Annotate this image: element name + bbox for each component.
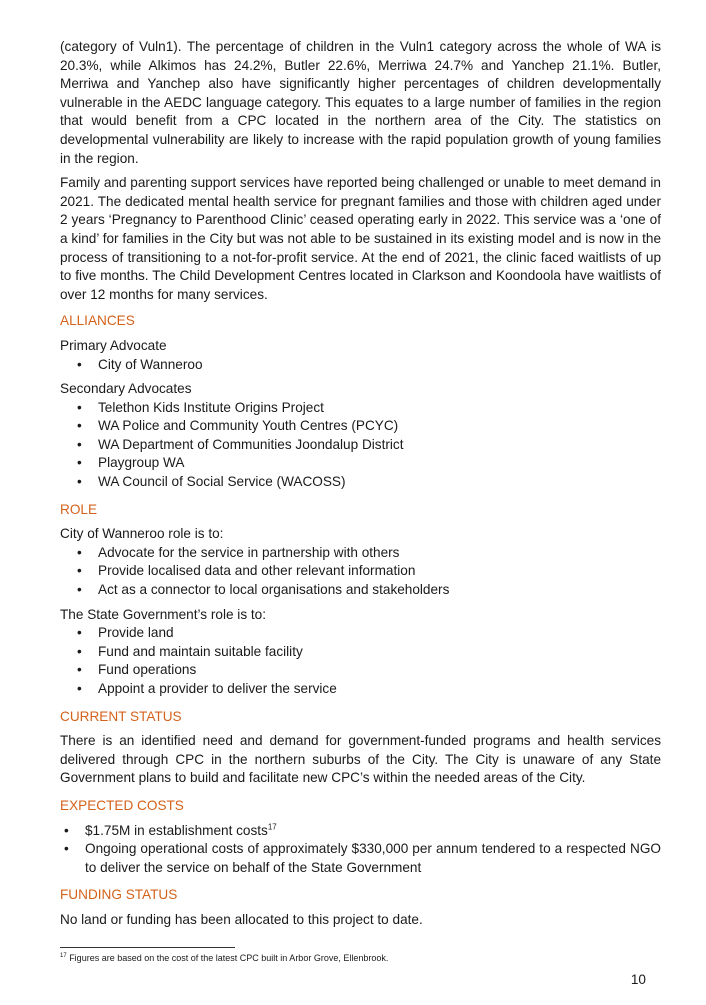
footnote bbox=[60, 953, 388, 963]
list-item: • Appoint a provider to deliver the service bbox=[60, 680, 661, 699]
list-item: • WA Police and Community Youth Centres (PCYC) bbox=[60, 417, 661, 436]
funding-status-heading: FUNDING STATUS bbox=[60, 887, 178, 903]
footnote-text: Figures are based on the cost of the latest CPC built in Arbor Grove, Ellenbrook. bbox=[66, 953, 389, 963]
footnote-number: 17 bbox=[60, 953, 67, 959]
expected-costs-heading: EXPECTED COSTS bbox=[60, 797, 184, 813]
primary-advocate-list bbox=[60, 356, 661, 375]
primary-advocate-label: Primary Advocate bbox=[60, 337, 167, 353]
footnote-divider bbox=[60, 947, 235, 948]
list-item: • Fund operations bbox=[60, 661, 661, 680]
state-role-label: The State Government’s role is to: bbox=[60, 606, 267, 622]
list-item: • WA Council of Social Service (WACOSS) bbox=[60, 473, 661, 492]
city-role-list bbox=[60, 544, 661, 600]
list-item: • WA Department of Communities Joondalup District bbox=[60, 436, 661, 455]
list-item: • City of Wanneroo bbox=[60, 356, 661, 375]
state-role-list bbox=[60, 624, 661, 698]
list-item: • Ongoing operational costs of approximately $330,000 per annum tendered to a respected NGO to deliver the service on behalf of the State Government bbox=[60, 840, 661, 877]
list-item: • Playgroup WA bbox=[60, 454, 661, 473]
list-item: • Act as a connector to local organisations and stakeholders bbox=[60, 581, 661, 600]
cost-item-text: $1.75M in establishment costs bbox=[85, 822, 268, 838]
city-role-label: City of Wanneroo role is to: bbox=[60, 526, 224, 542]
role-heading: ROLE bbox=[60, 501, 98, 517]
list-item: • Provide localised data and other relevant information bbox=[60, 562, 661, 581]
document-page bbox=[60, 38, 661, 930]
list-item: • Telethon Kids Institute Origins Project bbox=[60, 399, 661, 418]
list-item: • Advocate for the service in partnership with others bbox=[60, 544, 661, 563]
list-item: • Fund and maintain suitable facility bbox=[60, 643, 661, 662]
intro-paragraph-2: Family and parenting support services have reported being challenged or unable to meet demand in 2021. The dedicated mental health service for pregnant families and those with children aged under 2 years ‘Pregnancy to Parenthood Clinic’ ceased operating early in 2022. This service was a ‘one of a kind’ for families in the City but was not able to be sustained in its existing model and is now in the process of transitioning to a not-for-profit service. At the end of 2021, the clinic faced waitlists of up to five months. The Child Development Centres located in Clarkson and Koondoola have waitlists of over 12 months for many services. bbox=[60, 175, 661, 302]
footnote-ref: 17 bbox=[267, 822, 277, 832]
secondary-advocates-list bbox=[60, 399, 661, 492]
expected-costs-list bbox=[60, 822, 661, 878]
funding-status-text: No land or funding has been allocated to this project to date. bbox=[60, 911, 423, 927]
secondary-advocates-label: Secondary Advocates bbox=[60, 381, 192, 397]
alliances-heading: ALLIANCES bbox=[60, 313, 135, 329]
list-item: • Provide land bbox=[60, 624, 661, 643]
list-item bbox=[60, 822, 661, 841]
page-number: 10 bbox=[630, 972, 646, 987]
intro-paragraph-1: (category of Vuln1). The percentage of children in the Vuln1 category across the whole of WA is 20.3%, while Alkimos has 24.2%, Butler 22.6%, Merriwa 24.7% and Yanchep 21.1%. Butler, Merriwa and Yanchep also have significantly higher percentages of children developmentally vulnerable in the AEDC language category. This equates to a large number of families in the region that would benefit from a CPC located in the northern area of the City. The statistics on developmental vulnerability are likely to increase with the rapid population growth of young families in the region. bbox=[60, 39, 661, 166]
current-status-text: There is an identified need and demand for government-funded programs and health services delivered through CPC in the northern suburbs of the City. The City is unaware of any State Government plans to build and facilitate new CPC’s within the needed areas of the City. bbox=[60, 733, 661, 786]
current-status-heading: CURRENT STATUS bbox=[60, 708, 182, 724]
